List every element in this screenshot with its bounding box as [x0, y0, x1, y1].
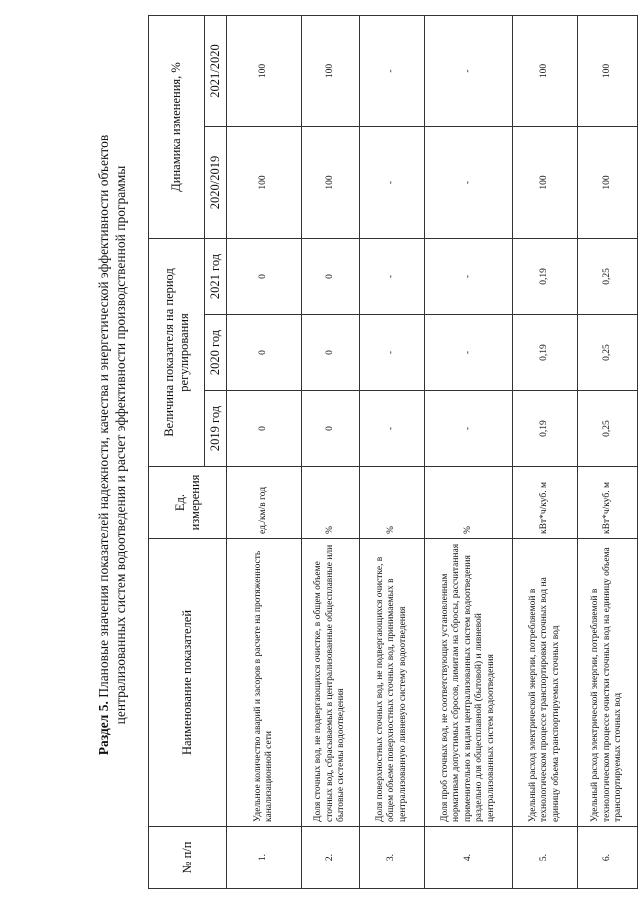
row-unit: %	[425, 467, 513, 539]
table-row	[513, 15, 578, 888]
table-row	[302, 15, 360, 888]
row-unit: кВт*ч/куб. м	[513, 467, 578, 539]
row-name: Доля поверхностных сточных вод, не подвергающихся очистке, в общем объеме поверхностных сточных вод, принимаемых в централизованную ливневую систему водоотведения	[360, 539, 425, 827]
row-num: 4.	[425, 827, 513, 889]
row-dyn-2021-2020: 100	[227, 15, 302, 126]
table-row	[360, 15, 425, 888]
row-value-2019: 0,19	[513, 391, 578, 467]
row-value-2019: -	[425, 391, 513, 467]
heading-line-2: централизованных систем водоотведения и расчет эффективности производственной программы	[113, 165, 128, 725]
row-num: 5.	[513, 827, 578, 889]
row-name: Доля проб сточных вод, не соответствующих установленным нормативам допустимых сбросов, лимитам на сбросы, рассчитанная применительно к видам централизованных систем водоотведения раздельно для общесплавной (бытовой) и ливневой централизованных систем водоотведения	[425, 539, 513, 827]
row-unit: %	[360, 467, 425, 539]
row-dyn-2020-2019: 100	[513, 126, 578, 238]
row-value-2021: 0	[302, 238, 360, 314]
row-value-2019: 0,25	[578, 391, 638, 467]
row-value-2020: 0	[302, 315, 360, 391]
header-name: Наименование показателей	[149, 539, 227, 827]
row-dyn-2020-2019: 100	[578, 126, 638, 238]
row-dyn-2020-2019: 100	[227, 126, 302, 238]
row-unit: кВт*ч/куб. м	[578, 467, 638, 539]
row-value-2020: -	[425, 315, 513, 391]
header-value-group: Величина показателя на период регулирования	[149, 238, 205, 466]
row-name: Удельный расход электрической энергии, потребляемой в технологическом процессе очистки сточных вод на единицу объема транспортируемых сточных вод	[578, 539, 638, 827]
row-num: 1.	[227, 827, 302, 889]
row-value-2020: -	[360, 315, 425, 391]
header-num: № п/п	[149, 827, 227, 889]
header-unit: Ед. измерения	[149, 467, 227, 539]
indicators-table	[148, 15, 638, 889]
row-name: Удельное количество аварий и засоров в расчете на протяженность канализационной сети	[227, 539, 302, 827]
row-unit: %	[302, 467, 360, 539]
row-dyn-2021-2020: 100	[513, 15, 578, 126]
row-value-2021: 0,25	[578, 238, 638, 314]
section-label: Раздел 5.	[96, 701, 111, 756]
section-heading	[95, 45, 129, 845]
row-dyn-2020-2019: -	[360, 126, 425, 238]
row-value-2021: -	[425, 238, 513, 314]
table-row	[578, 15, 638, 888]
row-value-2020: 0,19	[513, 315, 578, 391]
row-dyn-2021-2020: -	[425, 15, 513, 126]
row-value-2020: 0	[227, 315, 302, 391]
row-unit: ед./км/в год	[227, 467, 302, 539]
row-value-2020: 0,25	[578, 315, 638, 391]
row-dyn-2021-2020: -	[360, 15, 425, 126]
row-num: 2.	[302, 827, 360, 889]
heading-text-1: Плановые значения показателей надежности, качества и энергетической эффективности объектов	[96, 134, 111, 698]
row-value-2021: 0,19	[513, 238, 578, 314]
row-dyn-2020-2019: -	[425, 126, 513, 238]
header-year-2021: 2021 год	[205, 238, 227, 314]
row-name: Удельный расход электрической энергии, потребляемой в технологическом процессе транспортировки сточных вод на единицу объема транспортируемых сточных вод	[513, 539, 578, 827]
header-dyn-2021-2020: 2021/2020	[205, 15, 227, 126]
row-value-2019: 0	[227, 391, 302, 467]
row-dyn-2020-2019: 100	[302, 126, 360, 238]
header-year-2019: 2019 год	[205, 391, 227, 467]
row-value-2019: -	[360, 391, 425, 467]
table-row	[227, 15, 302, 888]
table-row	[425, 15, 513, 888]
header-dyn-2020-2019: 2020/2019	[205, 126, 227, 238]
row-dyn-2021-2020: 100	[578, 15, 638, 126]
row-name: Доля сточных вод, не подвергающихся очистке, в общем объеме сточных вод, сбрасываемых в централизованные общесплавные или бытовые системы водоотведения	[302, 539, 360, 827]
row-num: 6.	[578, 827, 638, 889]
row-num: 3.	[360, 827, 425, 889]
heading-line-1	[95, 45, 112, 845]
row-dyn-2021-2020: 100	[302, 15, 360, 126]
row-value-2021: -	[360, 238, 425, 314]
row-value-2019: 0	[302, 391, 360, 467]
header-year-2020: 2020 год	[205, 315, 227, 391]
header-dynamics-group: Динамика изменения, %	[149, 15, 205, 238]
row-value-2021: 0	[227, 238, 302, 314]
